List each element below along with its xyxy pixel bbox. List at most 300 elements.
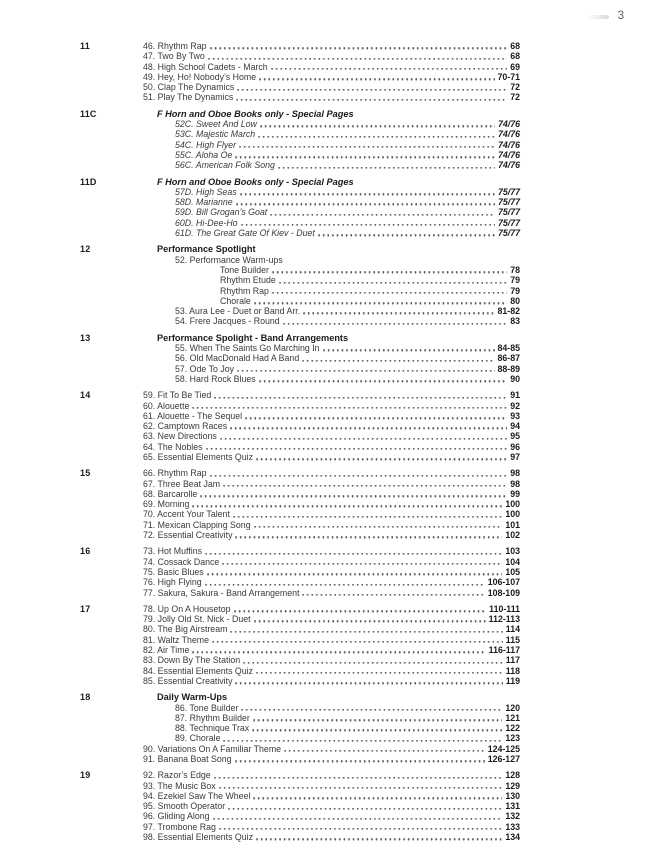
entry-page-number: 128 bbox=[505, 770, 520, 781]
entry-page-number: 116-117 bbox=[488, 645, 520, 656]
entry-title: 96. Gliding Along bbox=[143, 811, 210, 822]
dot-leader bbox=[210, 475, 508, 477]
entry-title: 56C. American Folk Song bbox=[175, 160, 275, 171]
section-body bbox=[143, 390, 520, 462]
toc-section bbox=[80, 41, 520, 103]
dot-leader bbox=[223, 485, 507, 487]
entry-title: 53. Aura Lee - Duet or Band Arr. bbox=[175, 306, 301, 317]
entry-title: 59D. Bill Grogan’s Goat bbox=[175, 207, 268, 218]
entry-title: 52C. Sweet And Low bbox=[175, 119, 257, 130]
toc-entry bbox=[143, 723, 520, 733]
entry-page-number: 100 bbox=[505, 509, 520, 520]
toc-section bbox=[80, 333, 520, 384]
dot-leader bbox=[214, 777, 503, 779]
toc-entry bbox=[143, 286, 520, 296]
toc-entry bbox=[143, 390, 520, 400]
dot-leader bbox=[259, 380, 508, 382]
toc-entry bbox=[143, 82, 520, 92]
toc-entry bbox=[143, 530, 520, 540]
dot-leader bbox=[210, 47, 508, 49]
entry-page-number: 114 bbox=[505, 624, 520, 635]
dot-leader bbox=[272, 292, 507, 294]
section-body bbox=[143, 177, 520, 239]
entry-page-number: 105 bbox=[505, 566, 520, 577]
entry-title: 76. High Flying bbox=[143, 577, 202, 588]
section-number-label: 18 bbox=[80, 692, 91, 703]
toc-entry bbox=[143, 275, 520, 285]
dot-leader bbox=[222, 563, 502, 565]
toc-entry bbox=[143, 754, 520, 764]
dot-leader bbox=[258, 136, 495, 138]
toc-entry bbox=[143, 713, 520, 723]
toc-entry bbox=[143, 577, 520, 587]
toc-entry bbox=[143, 421, 520, 431]
dot-leader bbox=[235, 156, 495, 158]
section-body bbox=[143, 41, 520, 103]
entry-title: Tone Builder bbox=[220, 264, 269, 275]
toc-entry bbox=[143, 150, 520, 160]
toc-entry bbox=[143, 509, 520, 519]
entry-title: 59. Fit To Be Tied bbox=[143, 390, 212, 401]
entry-page-number: 68 bbox=[510, 51, 520, 62]
entry-page-number: 129 bbox=[505, 780, 520, 791]
entry-title: 84. Essential Elements Quiz bbox=[143, 665, 254, 676]
entry-title: 74. Cossack Dance bbox=[143, 556, 220, 567]
section-body bbox=[143, 244, 520, 326]
dot-leader bbox=[230, 631, 502, 633]
page-number: 3 bbox=[617, 10, 624, 22]
entry-title: 50. Clap The Dynamics bbox=[143, 82, 235, 93]
toc-entry bbox=[143, 62, 520, 72]
toc-entry bbox=[143, 781, 520, 791]
section-body bbox=[143, 770, 520, 842]
dot-leader bbox=[206, 448, 508, 450]
entry-page-number: 79 bbox=[510, 275, 520, 286]
entry-page-number: 92 bbox=[510, 400, 520, 411]
entry-page-number: 120 bbox=[505, 702, 520, 713]
dot-leader bbox=[200, 495, 507, 497]
dot-leader bbox=[252, 729, 502, 731]
toc-entry bbox=[143, 811, 520, 821]
entry-page-number: 96 bbox=[510, 441, 520, 452]
entry-page-number: 132 bbox=[505, 811, 520, 822]
dot-leader bbox=[237, 370, 494, 372]
toc-entry bbox=[143, 546, 520, 556]
toc-entry bbox=[143, 218, 520, 228]
entry-title: 53C. Majestic March bbox=[175, 129, 256, 140]
dot-leader bbox=[279, 282, 507, 284]
entry-page-number: 103 bbox=[505, 546, 520, 557]
toc-entry bbox=[143, 364, 520, 374]
entry-title: 93. The Music Box bbox=[143, 780, 216, 791]
toc-entry bbox=[143, 129, 520, 139]
entry-title: 64. The Nobles bbox=[143, 441, 203, 452]
toc-entry bbox=[143, 119, 520, 129]
entry-page-number: 81-82 bbox=[497, 306, 520, 317]
entry-title: 81. Waltz Theme bbox=[143, 634, 210, 645]
dot-leader bbox=[256, 838, 502, 840]
entry-title: 95. Smooth Operator bbox=[143, 801, 226, 812]
entry-title: 68. Barcarolle bbox=[143, 488, 198, 499]
toc-entry bbox=[143, 468, 520, 478]
dot-leader bbox=[241, 709, 502, 711]
toc-entry bbox=[143, 822, 520, 832]
entry-page-number: 75/77 bbox=[497, 186, 520, 197]
entry-title: 77. Sakura, Sakura - Band Arrangement bbox=[143, 587, 300, 598]
dot-leader bbox=[192, 651, 485, 653]
entry-title: Rhythm Rap bbox=[220, 285, 269, 296]
entry-title: 57. Ode To Joy bbox=[175, 363, 235, 374]
entry-page-number: 106-107 bbox=[487, 577, 520, 588]
dot-leader bbox=[303, 312, 494, 314]
section-number-label: 12 bbox=[80, 244, 91, 255]
entry-page-number: 130 bbox=[505, 790, 520, 801]
entry-title: Chorale bbox=[220, 295, 251, 306]
toc-entry bbox=[143, 160, 520, 170]
entry-page-number: 79 bbox=[510, 285, 520, 296]
entry-title: 91. Banana Boat Song bbox=[143, 754, 232, 764]
dot-leader bbox=[235, 536, 502, 538]
toc-entry bbox=[143, 431, 520, 441]
entry-title: 51. Play The Dynamics bbox=[143, 92, 234, 103]
section-body bbox=[143, 604, 520, 686]
entry-title: 54. Frere Jacques - Round bbox=[175, 316, 280, 327]
dot-leader bbox=[205, 553, 502, 555]
dot-leader bbox=[245, 417, 507, 419]
dot-leader bbox=[235, 760, 485, 762]
entry-title: 62. Camptown Races bbox=[143, 421, 228, 432]
toc-entry bbox=[143, 801, 520, 811]
dot-leader bbox=[254, 526, 503, 528]
toc-entry bbox=[143, 72, 520, 82]
section-body bbox=[143, 692, 520, 764]
entry-title: 52. Performance Warm-ups bbox=[175, 254, 283, 265]
entry-title: 60D. Hi-Dee-Ho bbox=[175, 217, 238, 228]
entry-title: 61. Alouette - The Sequel bbox=[143, 410, 243, 421]
entry-title: 48. High School Cadets - March bbox=[143, 61, 268, 72]
toc-entry bbox=[143, 316, 520, 326]
toc-entry bbox=[143, 411, 520, 421]
toc-entry bbox=[143, 374, 520, 384]
dot-leader bbox=[236, 99, 507, 101]
entry-page-number: 118 bbox=[505, 665, 520, 676]
corner-mark bbox=[587, 15, 609, 19]
toc-entry bbox=[143, 401, 520, 411]
toc-entry bbox=[143, 557, 520, 567]
dot-leader bbox=[213, 818, 503, 820]
entry-title: 71. Mexican Clapping Song bbox=[143, 519, 251, 530]
entry-page-number: 126-127 bbox=[487, 754, 520, 764]
toc-page bbox=[80, 41, 520, 848]
entry-page-number: 124-125 bbox=[487, 743, 520, 754]
toc-entry bbox=[143, 92, 520, 102]
entry-page-number: 133 bbox=[505, 821, 520, 832]
toc-entry bbox=[143, 567, 520, 577]
entry-page-number: 78 bbox=[510, 264, 520, 275]
entry-page-number: 104 bbox=[505, 556, 520, 567]
toc-entry bbox=[143, 645, 520, 655]
toc-entry bbox=[143, 791, 520, 801]
entry-title: 47. Two By Two bbox=[143, 51, 205, 62]
entry-page-number: 69 bbox=[510, 61, 520, 72]
toc-sections bbox=[80, 41, 520, 842]
entry-title: 73. Hot Muffins bbox=[143, 546, 203, 557]
dot-leader bbox=[228, 808, 502, 810]
entry-title: 72. Essential Creativity bbox=[143, 530, 233, 541]
section-body bbox=[143, 546, 520, 597]
toc-entry bbox=[143, 655, 520, 665]
toc-entry bbox=[143, 770, 520, 780]
entry-page-number: 72 bbox=[510, 92, 520, 103]
toc-entry bbox=[143, 499, 520, 509]
entry-page-number: 98 bbox=[510, 478, 520, 489]
entry-title: 94. Ezekiel Saw The Wheel bbox=[143, 790, 251, 801]
dot-leader bbox=[254, 302, 507, 304]
toc-entry bbox=[143, 187, 520, 197]
dot-leader bbox=[253, 797, 502, 799]
entry-title: 58D. Marianne bbox=[175, 197, 233, 208]
entry-page-number: 122 bbox=[505, 723, 520, 734]
dot-leader bbox=[271, 68, 508, 70]
dot-leader bbox=[219, 828, 502, 830]
section-number-label: 11C bbox=[80, 108, 97, 119]
toc-entry bbox=[143, 265, 520, 275]
dot-leader bbox=[302, 360, 494, 362]
entry-title: 92. Razor’s Edge bbox=[143, 770, 211, 781]
toc-entry bbox=[143, 207, 520, 217]
entry-page-number: 70-71 bbox=[497, 71, 520, 82]
dot-leader bbox=[236, 203, 495, 205]
entry-title: 66. Rhythm Rap bbox=[143, 468, 207, 479]
toc-section bbox=[80, 770, 520, 842]
dot-leader bbox=[235, 682, 502, 684]
entry-page-number: 90 bbox=[510, 373, 520, 384]
entry-page-number: 102 bbox=[505, 530, 520, 541]
dot-leader bbox=[278, 167, 495, 169]
entry-page-number: 88-89 bbox=[497, 363, 520, 374]
dot-leader bbox=[220, 438, 507, 440]
entry-title: 55. When The Saints Go Marching In bbox=[175, 343, 320, 354]
dot-leader bbox=[284, 750, 485, 752]
section-number-label: 17 bbox=[80, 603, 91, 614]
toc-entry bbox=[143, 588, 520, 598]
entry-title: 58. Hard Rock Blues bbox=[175, 373, 256, 384]
toc-section bbox=[80, 692, 520, 764]
toc-entry bbox=[143, 733, 520, 743]
entry-page-number: 123 bbox=[505, 733, 520, 744]
entry-title: 82. Air Time bbox=[143, 645, 190, 656]
section-number-label: 16 bbox=[80, 546, 91, 557]
section-number-label: 11D bbox=[80, 176, 97, 187]
entry-page-number: 75/77 bbox=[497, 228, 520, 239]
entry-title: 55C. Aloha Oe bbox=[175, 149, 233, 160]
entry-title: 67. Three Beat Jam bbox=[143, 478, 221, 489]
entry-title: 97. Trombone Rag bbox=[143, 821, 216, 832]
entry-title: 85. Essential Creativity bbox=[143, 675, 233, 686]
entry-title: 46. Rhythm Rap bbox=[143, 41, 207, 51]
section-number-label: 14 bbox=[80, 390, 91, 401]
entry-page-number: 91 bbox=[510, 390, 520, 401]
toc-entry bbox=[143, 635, 520, 645]
entry-page-number: 134 bbox=[505, 832, 520, 843]
section-number-label: 13 bbox=[80, 332, 91, 343]
dot-leader bbox=[272, 271, 507, 273]
toc-entry bbox=[143, 624, 520, 634]
entry-title: 54C. High Flyer bbox=[175, 139, 237, 150]
entry-title: 88. Technique Trax bbox=[175, 723, 250, 734]
dot-leader bbox=[239, 146, 495, 148]
dot-leader bbox=[318, 234, 495, 236]
section-heading: Performance Spolight - Band Arrangements bbox=[157, 332, 349, 343]
section-number-label: 15 bbox=[80, 468, 91, 479]
section-heading: Daily Warm-Ups bbox=[157, 692, 228, 703]
entry-page-number: 68 bbox=[510, 41, 520, 51]
toc-entry bbox=[143, 353, 520, 363]
entry-page-number: 75/77 bbox=[497, 197, 520, 208]
section-body bbox=[143, 109, 520, 171]
section-number-label: 19 bbox=[80, 770, 91, 781]
toc-section bbox=[80, 604, 520, 686]
dot-leader bbox=[240, 193, 495, 195]
entry-page-number: 98 bbox=[510, 468, 520, 479]
entry-page-number: 83 bbox=[510, 316, 520, 327]
entry-title: 90. Variations On A Familiar Theme bbox=[143, 743, 282, 754]
entry-page-number: 110-111 bbox=[489, 603, 520, 614]
dot-leader bbox=[241, 224, 495, 226]
entry-page-number: 74/76 bbox=[497, 160, 520, 171]
dot-leader bbox=[234, 610, 487, 612]
toc-entry bbox=[143, 520, 520, 530]
entry-page-number: 84-85 bbox=[497, 343, 520, 354]
entry-title: 87. Rhythm Builder bbox=[175, 712, 250, 723]
toc-entry bbox=[143, 197, 520, 207]
dot-leader bbox=[207, 573, 503, 575]
toc-entry bbox=[143, 343, 520, 353]
dot-leader bbox=[259, 78, 494, 80]
entry-page-number: 80 bbox=[510, 295, 520, 306]
entry-title: 75. Basic Blues bbox=[143, 566, 204, 577]
toc-section bbox=[80, 109, 520, 171]
entry-page-number: 97 bbox=[510, 451, 520, 462]
dot-leader bbox=[323, 349, 495, 351]
toc-entry bbox=[143, 614, 520, 624]
dot-leader bbox=[223, 740, 502, 742]
toc-entry bbox=[143, 255, 520, 265]
dot-leader bbox=[233, 516, 502, 518]
toc-entry bbox=[143, 442, 520, 452]
dot-leader bbox=[254, 620, 486, 622]
entry-title: 69. Morning bbox=[143, 499, 190, 510]
entry-page-number: 117 bbox=[505, 655, 520, 666]
toc-entry bbox=[143, 51, 520, 61]
entry-page-number: 112-113 bbox=[488, 614, 520, 625]
toc-section bbox=[80, 177, 520, 239]
toc-entry bbox=[143, 604, 520, 614]
dot-leader bbox=[256, 458, 507, 460]
entry-page-number: 75/77 bbox=[497, 217, 520, 228]
toc-entry bbox=[143, 228, 520, 238]
entry-title: 80. The Big Airstream bbox=[143, 624, 228, 635]
entry-page-number: 100 bbox=[505, 499, 520, 510]
entry-title: 61D. The Great Gate Of Kiev - Duet bbox=[175, 228, 315, 239]
dot-leader bbox=[192, 505, 502, 507]
entry-page-number: 131 bbox=[505, 801, 520, 812]
entry-title: 49. Hey, Ho! Nobody’s Home bbox=[143, 71, 257, 82]
entry-title: 86. Tone Builder bbox=[175, 702, 239, 713]
entry-page-number: 74/76 bbox=[497, 129, 520, 140]
toc-section bbox=[80, 468, 520, 540]
entry-title: 63. New Directions bbox=[143, 431, 217, 442]
dot-leader bbox=[192, 407, 507, 409]
toc-section bbox=[80, 244, 520, 326]
entry-title: 98. Essential Elements Quiz bbox=[143, 832, 254, 843]
toc-entry bbox=[143, 832, 520, 842]
toc-entry bbox=[143, 744, 520, 754]
dot-leader bbox=[212, 641, 503, 643]
dot-leader bbox=[243, 662, 503, 664]
toc-entry bbox=[143, 703, 520, 713]
entry-title: 65. Essential Elements Quiz bbox=[143, 451, 254, 462]
entry-page-number: 121 bbox=[505, 712, 520, 723]
dot-leader bbox=[253, 719, 503, 721]
entry-page-number: 72 bbox=[510, 82, 520, 93]
dot-leader bbox=[256, 672, 503, 674]
section-number-label: 11 bbox=[80, 41, 90, 51]
toc-section bbox=[80, 390, 520, 462]
entry-title: 79. Jolly Old St. Nick - Duet bbox=[143, 614, 251, 625]
entry-title: 70. Accent Your Talent bbox=[143, 509, 230, 520]
entry-page-number: 115 bbox=[505, 634, 520, 645]
dot-leader bbox=[302, 594, 484, 596]
dot-leader bbox=[283, 323, 508, 325]
entry-title: 57D. High Seas bbox=[175, 186, 237, 197]
toc-entry bbox=[143, 676, 520, 686]
toc-entry bbox=[143, 41, 520, 51]
section-body bbox=[143, 333, 520, 384]
entry-title: 83. Down By The Station bbox=[143, 655, 241, 666]
dot-leader bbox=[270, 214, 495, 216]
entry-page-number: 86-87 bbox=[497, 353, 520, 364]
dot-leader bbox=[230, 427, 507, 429]
entry-title: 56. Old MacDonald Had A Band bbox=[175, 353, 300, 364]
section-heading: Performance Spotlight bbox=[157, 244, 256, 255]
dot-leader bbox=[205, 584, 485, 586]
entry-page-number: 74/76 bbox=[497, 149, 520, 160]
toc-entry bbox=[143, 306, 520, 316]
entry-title: Rhythm Etude bbox=[220, 275, 276, 286]
dot-leader bbox=[214, 397, 507, 399]
dot-leader bbox=[208, 58, 507, 60]
entry-page-number: 93 bbox=[510, 410, 520, 421]
entry-page-number: 119 bbox=[505, 675, 520, 686]
toc-entry bbox=[143, 452, 520, 462]
toc-entry bbox=[143, 140, 520, 150]
entry-title: 89. Chorale bbox=[175, 733, 221, 744]
dot-leader bbox=[260, 125, 495, 127]
toc-entry bbox=[143, 489, 520, 499]
entry-page-number: 74/76 bbox=[497, 119, 520, 130]
section-heading: F Horn and Oboe Books only - Special Pages bbox=[157, 108, 354, 119]
entry-title: 60. Alouette bbox=[143, 400, 190, 411]
dot-leader bbox=[237, 89, 507, 91]
section-body bbox=[143, 468, 520, 540]
entry-page-number: 101 bbox=[505, 519, 520, 530]
toc-entry bbox=[143, 296, 520, 306]
entry-page-number: 99 bbox=[510, 488, 520, 499]
entry-page-number: 74/76 bbox=[497, 139, 520, 150]
section-heading: F Horn and Oboe Books only - Special Pages bbox=[157, 176, 354, 187]
entry-page-number: 108-109 bbox=[487, 587, 520, 598]
